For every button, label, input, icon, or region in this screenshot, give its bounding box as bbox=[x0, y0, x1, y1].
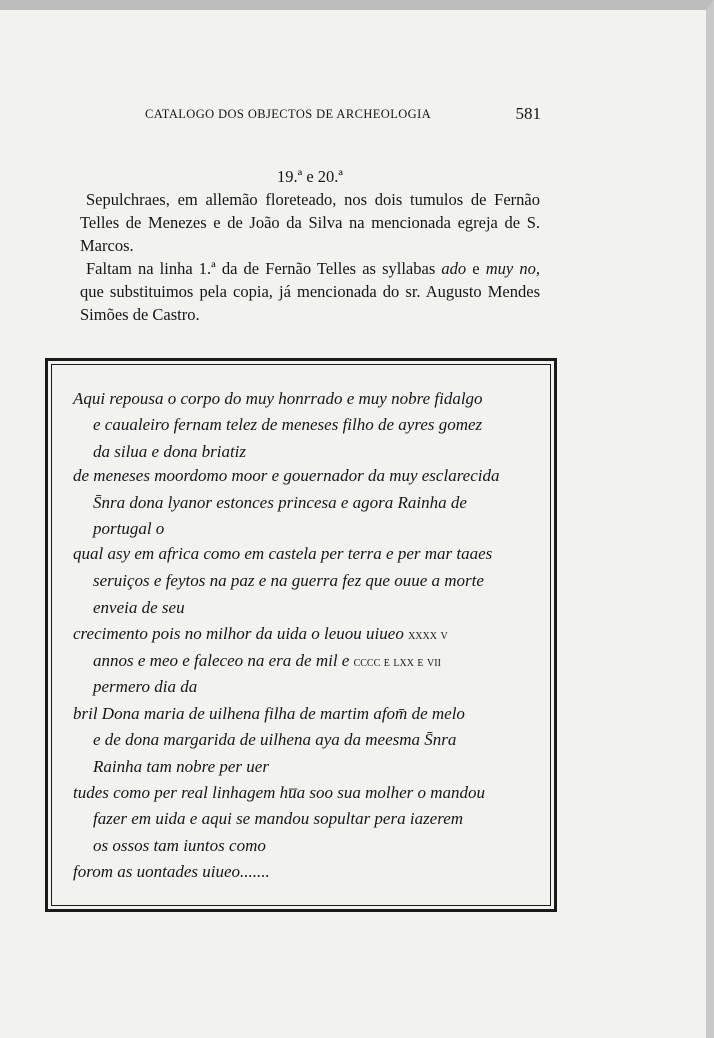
inscription-line: seruiços e feytos na paz e na guerra fez que ouue a morte bbox=[93, 571, 484, 590]
body-text bbox=[80, 165, 540, 326]
inscription-line: permero dia da bbox=[93, 677, 198, 696]
note-text-b: e bbox=[466, 259, 486, 278]
inscription-line-with-numeral bbox=[93, 650, 441, 674]
inscription-text: crecimento pois no milhor da uida o leuou uiueo bbox=[73, 624, 404, 643]
inscription-line: e caualeiro fernam telez de meneses filho de ayres gomez bbox=[93, 415, 483, 434]
inscription-line: da silua e dona briatiz bbox=[93, 442, 247, 461]
note-syllable-ado: ado bbox=[441, 259, 467, 278]
roman-numeral-era: cccc e lxx e vii bbox=[353, 655, 441, 670]
inscription-line: bril Dona maria de uilhena filha de martim afom̄ de melo bbox=[73, 704, 465, 723]
inscription-line: tudes como per real linhagem hu̅a soo sua molher o mandou bbox=[73, 783, 486, 802]
running-title: CATALOGO DOS OBJECTOS DE ARCHEOLOGIA bbox=[145, 107, 432, 121]
inscription-line: os ossos tam iuntos como bbox=[93, 836, 266, 855]
note-syllable-muy-no: muy no, bbox=[485, 259, 540, 278]
inscription-line: e de dona margarida de uilhena aya da meesma S̄nra bbox=[93, 730, 457, 749]
section-heading: 19.ª e 20.ª bbox=[277, 167, 343, 186]
page-number: 581 bbox=[515, 104, 541, 123]
inscription-line: enveia de seu bbox=[93, 598, 185, 617]
paragraph-note bbox=[80, 257, 540, 326]
inscription-line: fazer em uida e aqui se mandou sopultar pera iazerem bbox=[93, 809, 464, 828]
inscription-line: Rainha tam nobre per uer bbox=[93, 757, 269, 776]
inscription-line-with-numeral bbox=[73, 623, 448, 647]
page-header bbox=[145, 104, 545, 126]
roman-numeral-age: xxxx v bbox=[408, 628, 448, 643]
inscription-line: forom as uontades uiueo....... bbox=[73, 862, 270, 881]
paragraph-description: Sepulchraes, em allemão floreteado, nos dois tumulos de Fernão Telles de Menezes e de João da Silva na mencionada egreja de S. Marcos. bbox=[80, 190, 540, 255]
inscription-box bbox=[45, 358, 557, 912]
note-text-a: Faltam na linha 1.ª da de Fernão Telles as syllabas bbox=[86, 259, 442, 278]
inscription-line: de meneses moordomo moor e gouernador da muy esclarecida bbox=[73, 466, 500, 485]
inscription-line: portugal o bbox=[93, 519, 165, 538]
inscription-line: S̄nra dona lyanor estonces princesa e agora Rainha de bbox=[93, 493, 467, 512]
note-text-c: que substituimos pela copia, já mencionada do sr. Augusto Mendes Simões de Castro. bbox=[80, 282, 540, 324]
inscription-line: Aqui repousa o corpo do muy honrrado e muy nobre fidalgo bbox=[73, 389, 483, 408]
inscription-text: annos e meo e faleceo na era de mil e bbox=[93, 651, 350, 670]
inscription-line: qual asy em africa como em castela per terra e per mar taaes bbox=[73, 544, 493, 563]
